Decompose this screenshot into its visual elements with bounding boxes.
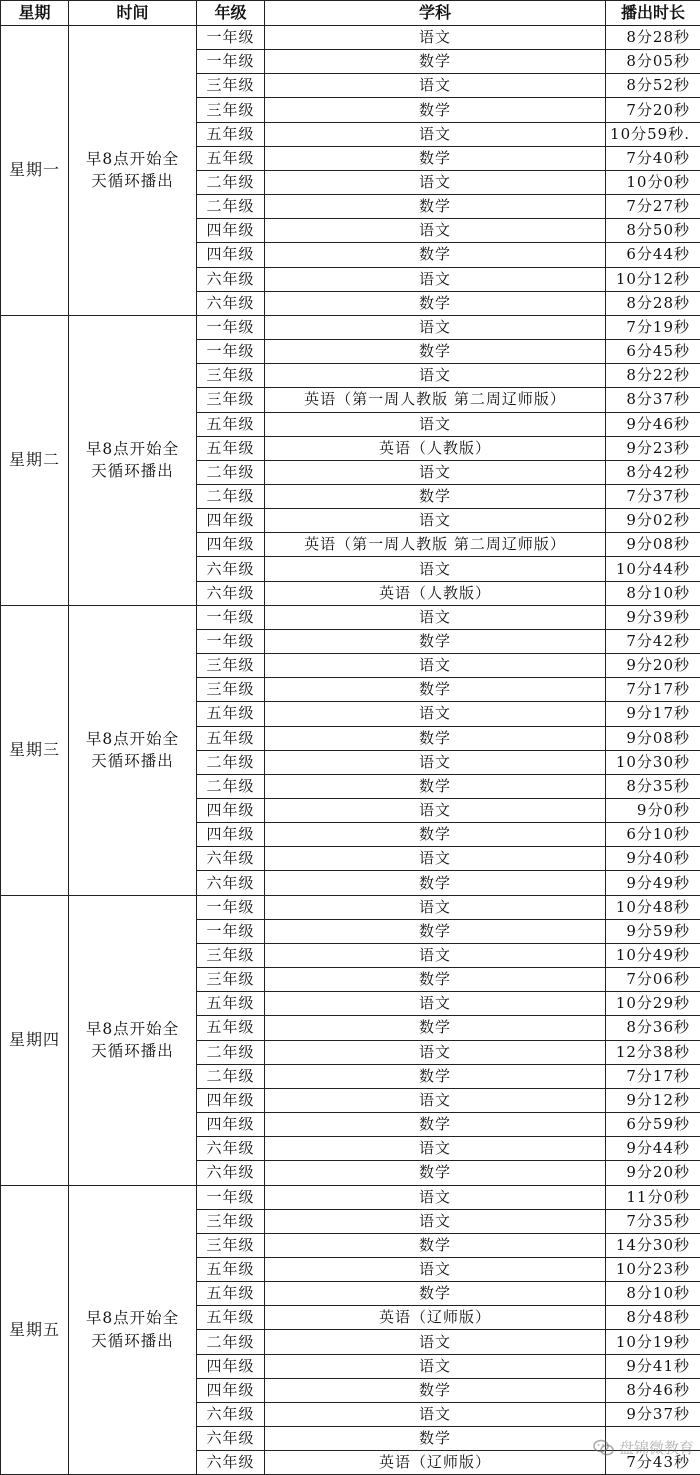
grade-cell: 三年级 [197, 678, 265, 702]
grade-cell: 二年级 [197, 484, 265, 508]
duration-cell: 8分46秒 [606, 1378, 700, 1402]
duration-cell: 7分43秒 [606, 1451, 700, 1475]
duration-cell: 10分19秒 [606, 1330, 700, 1354]
duration-cell: 9分44秒 [606, 1137, 700, 1161]
subject-cell: 语文 [265, 654, 606, 678]
table-row [1, 605, 700, 629]
subject-cell: 数学 [265, 1233, 606, 1257]
duration-cell: 10分29秒 [606, 992, 700, 1016]
subject-cell: 语文 [265, 1354, 606, 1378]
subject-cell: 英语（人教版） [265, 436, 606, 460]
grade-cell: 二年级 [197, 774, 265, 798]
table-row [1, 26, 700, 50]
subject-cell: 语文 [265, 1040, 606, 1064]
watermark [593, 1437, 694, 1458]
grade-cell: 四年级 [197, 1088, 265, 1112]
grade-cell: 四年级 [197, 823, 265, 847]
duration-cell: 7分17秒 [606, 678, 700, 702]
duration-cell: 10分44秒 [606, 557, 700, 581]
duration-cell: 10分48秒 [606, 895, 700, 919]
grade-cell: 四年级 [197, 1354, 265, 1378]
grade-cell: 四年级 [197, 1378, 265, 1402]
grade-cell: 三年级 [197, 654, 265, 678]
duration-cell: 8分10秒 [606, 1282, 700, 1306]
duration-cell: 8分35秒 [606, 774, 700, 798]
grade-cell: 一年级 [197, 919, 265, 943]
duration-cell: 7分17秒 [606, 1064, 700, 1088]
duration-cell: 10分12秒 [606, 267, 700, 291]
subject-cell: 数学 [265, 1161, 606, 1185]
duration-cell: 6分45秒 [606, 340, 700, 364]
duration-cell: 9分20秒 [606, 654, 700, 678]
duration-cell: 8分50秒 [606, 219, 700, 243]
subject-cell: 数学 [265, 1016, 606, 1040]
subject-cell: 语文 [265, 702, 606, 726]
grade-cell: 六年级 [197, 267, 265, 291]
grade-cell: 四年级 [197, 799, 265, 823]
grade-cell: 五年级 [197, 726, 265, 750]
duration-cell: 8分42秒 [606, 460, 700, 484]
subject-cell: 数学 [265, 1427, 606, 1451]
weekday-cell: 星期三 [1, 605, 69, 895]
duration-cell: 8分22秒 [606, 364, 700, 388]
grade-cell: 四年级 [197, 243, 265, 267]
grade-cell: 五年级 [197, 122, 265, 146]
time-cell: 早8点开始全 天循环播出 [69, 1185, 197, 1475]
grade-cell: 二年级 [197, 460, 265, 484]
grade-cell: 五年级 [197, 1282, 265, 1306]
header-grade: 年级 [197, 1, 265, 26]
time-cell: 早8点开始全 天循环播出 [69, 895, 197, 1185]
duration-cell: 9分39秒 [606, 605, 700, 629]
duration-cell: 7分40秒 [606, 146, 700, 170]
subject-cell: 语文 [265, 74, 606, 98]
subject-cell: 语文 [265, 992, 606, 1016]
duration-cell: 10分30秒 [606, 750, 700, 774]
subject-cell: 数学 [265, 146, 606, 170]
subject-cell: 语文 [265, 412, 606, 436]
grade-cell: 三年级 [197, 74, 265, 98]
grade-cell: 二年级 [197, 1040, 265, 1064]
grade-cell: 三年级 [197, 1209, 265, 1233]
duration-cell: 9分41秒 [606, 1354, 700, 1378]
subject-cell: 数学 [265, 968, 606, 992]
table-row [1, 895, 700, 919]
duration-cell: 7分19秒 [606, 315, 700, 339]
duration-cell: 6分59秒 [606, 1113, 700, 1137]
duration-cell: 10分0秒 [606, 170, 700, 194]
grade-cell: 一年级 [197, 1185, 265, 1209]
duration-cell: 7分35秒 [606, 1209, 700, 1233]
duration-cell: 8分28秒 [606, 291, 700, 315]
subject-cell: 数学 [265, 1378, 606, 1402]
duration-cell: 9分46秒 [606, 412, 700, 436]
grade-cell: 三年级 [197, 388, 265, 412]
subject-cell: 数学 [265, 823, 606, 847]
subject-cell: 数学 [265, 98, 606, 122]
grade-cell: 六年级 [197, 1402, 265, 1426]
subject-cell: 数学 [265, 340, 606, 364]
grade-cell: 五年级 [197, 412, 265, 436]
subject-cell: 语文 [265, 509, 606, 533]
subject-cell: 数学 [265, 678, 606, 702]
subject-cell: 语文 [265, 1330, 606, 1354]
duration-cell: 7分06秒 [606, 968, 700, 992]
subject-cell: 语文 [265, 219, 606, 243]
duration-cell: 8分05秒 [606, 50, 700, 74]
subject-cell: 语文 [265, 1088, 606, 1112]
subject-cell: 英语（第一周人教版 第二周辽师版） [265, 533, 606, 557]
grade-cell: 六年级 [197, 871, 265, 895]
subject-cell: 数学 [265, 919, 606, 943]
header-duration: 播出时长 [606, 1, 700, 26]
grade-cell: 六年级 [197, 581, 265, 605]
duration-cell: 9分08秒 [606, 533, 700, 557]
grade-cell: 三年级 [197, 1233, 265, 1257]
duration-cell: 9分49秒 [606, 871, 700, 895]
grade-cell: 五年级 [197, 1306, 265, 1330]
grade-cell: 一年级 [197, 50, 265, 74]
subject-cell: 语文 [265, 364, 606, 388]
duration-cell: 9分40秒 [606, 847, 700, 871]
subject-cell: 语文 [265, 1209, 606, 1233]
subject-cell: 数学 [265, 1113, 606, 1137]
duration-cell: 12分38秒 [606, 1040, 700, 1064]
duration-cell: 9分59秒 [606, 919, 700, 943]
subject-cell: 数学 [265, 774, 606, 798]
weekday-cell: 星期五 [1, 1185, 69, 1475]
subject-cell: 语文 [265, 1257, 606, 1281]
subject-cell: 数学 [265, 726, 606, 750]
subject-cell: 数学 [265, 50, 606, 74]
grade-cell: 四年级 [197, 533, 265, 557]
grade-cell: 三年级 [197, 98, 265, 122]
grade-cell: 五年级 [197, 436, 265, 460]
grade-cell: 五年级 [197, 992, 265, 1016]
header-time: 时间 [69, 1, 197, 26]
grade-cell: 一年级 [197, 629, 265, 653]
subject-cell: 语文 [265, 750, 606, 774]
duration-cell: 9分12秒 [606, 1088, 700, 1112]
duration-cell: 14分30秒 [606, 1233, 700, 1257]
duration-cell: 10分49秒 [606, 943, 700, 967]
watermark-text: 盘锦微教育 [619, 1437, 694, 1458]
subject-cell: 语文 [265, 847, 606, 871]
grade-cell: 四年级 [197, 219, 265, 243]
duration-cell: 9分02秒 [606, 509, 700, 533]
time-cell: 早8点开始全 天循环播出 [69, 315, 197, 605]
duration-cell: 8分36秒 [606, 1016, 700, 1040]
duration-cell: 7分27秒 [606, 195, 700, 219]
subject-cell: 语文 [265, 460, 606, 484]
duration-cell: 9分08秒 [606, 726, 700, 750]
grade-cell: 五年级 [197, 1257, 265, 1281]
subject-cell: 英语（第一周人教版 第二周辽师版） [265, 388, 606, 412]
subject-cell: 语文 [265, 799, 606, 823]
grade-cell: 六年级 [197, 1137, 265, 1161]
subject-cell: 数学 [265, 1064, 606, 1088]
grade-cell: 六年级 [197, 1451, 265, 1475]
subject-cell: 语文 [265, 267, 606, 291]
grade-cell: 二年级 [197, 1330, 265, 1354]
weekday-cell: 星期一 [1, 26, 69, 316]
duration-cell: 11分0秒 [606, 1185, 700, 1209]
grade-cell: 五年级 [197, 702, 265, 726]
table-row [1, 1185, 700, 1209]
subject-cell: 数学 [265, 629, 606, 653]
wechat-icon [593, 1439, 615, 1457]
grade-cell: 三年级 [197, 943, 265, 967]
header-subject: 学科 [265, 1, 606, 26]
grade-cell: 二年级 [197, 1064, 265, 1088]
table-row [1, 315, 700, 339]
grade-cell: 五年级 [197, 1016, 265, 1040]
grade-cell: 六年级 [197, 847, 265, 871]
grade-cell: 六年级 [197, 1161, 265, 1185]
subject-cell: 英语（辽师版） [265, 1451, 606, 1475]
subject-cell: 语文 [265, 1185, 606, 1209]
subject-cell: 语文 [265, 170, 606, 194]
subject-cell: 英语（人教版） [265, 581, 606, 605]
grade-cell: 三年级 [197, 968, 265, 992]
duration-cell: 10分23秒 [606, 1257, 700, 1281]
table-header-row [1, 1, 700, 26]
time-cell: 早8点开始全 天循环播出 [69, 605, 197, 895]
grade-cell: 一年级 [197, 340, 265, 364]
subject-cell: 英语（辽师版） [265, 1306, 606, 1330]
subject-cell: 语文 [265, 895, 606, 919]
subject-cell: 数学 [265, 243, 606, 267]
grade-cell: 一年级 [197, 605, 265, 629]
subject-cell: 语文 [265, 557, 606, 581]
duration-cell: 8分28秒 [606, 26, 700, 50]
grade-cell: 五年级 [197, 146, 265, 170]
duration-cell: 8分52秒 [606, 74, 700, 98]
subject-cell: 数学 [265, 871, 606, 895]
grade-cell: 二年级 [197, 195, 265, 219]
weekday-cell: 星期四 [1, 895, 69, 1185]
subject-cell: 数学 [265, 291, 606, 315]
duration-cell: 7分42秒 [606, 629, 700, 653]
subject-cell: 数学 [265, 484, 606, 508]
grade-cell: 一年级 [197, 26, 265, 50]
grade-cell: 二年级 [197, 750, 265, 774]
duration-cell: 6分10秒 [606, 823, 700, 847]
grade-cell: 四年级 [197, 509, 265, 533]
duration-cell: 9分23秒 [606, 436, 700, 460]
subject-cell: 语文 [265, 1402, 606, 1426]
grade-cell: 六年级 [197, 1427, 265, 1451]
duration-cell: 9分20秒 [606, 1161, 700, 1185]
schedule-body [1, 26, 700, 1475]
header-weekday: 星期 [1, 1, 69, 26]
grade-cell: 一年级 [197, 895, 265, 919]
subject-cell: 语文 [265, 26, 606, 50]
weekday-cell: 星期二 [1, 315, 69, 605]
duration-cell: 8分48秒 [606, 1306, 700, 1330]
grade-cell: 四年级 [197, 1113, 265, 1137]
duration-cell: 9分37秒 [606, 1402, 700, 1426]
subject-cell: 语文 [265, 943, 606, 967]
duration-cell: 7分20秒 [606, 98, 700, 122]
duration-cell: 8分37秒 [606, 388, 700, 412]
subject-cell: 语文 [265, 122, 606, 146]
duration-cell: 9分17秒 [606, 702, 700, 726]
subject-cell: 语文 [265, 1137, 606, 1161]
duration-cell: 7分37秒 [606, 484, 700, 508]
grade-cell: 三年级 [197, 364, 265, 388]
grade-cell: 一年级 [197, 315, 265, 339]
grade-cell: 二年级 [197, 170, 265, 194]
duration-cell: 9分0秒 [606, 799, 700, 823]
duration-cell: 6分44秒 [606, 243, 700, 267]
duration-cell: 8分10秒 [606, 581, 700, 605]
subject-cell: 语文 [265, 315, 606, 339]
duration-cell: 10分59秒. [606, 122, 700, 146]
time-cell: 早8点开始全 天循环播出 [69, 26, 197, 316]
grade-cell: 六年级 [197, 291, 265, 315]
subject-cell: 数学 [265, 195, 606, 219]
subject-cell: 语文 [265, 605, 606, 629]
subject-cell: 数学 [265, 1282, 606, 1306]
grade-cell: 六年级 [197, 557, 265, 581]
